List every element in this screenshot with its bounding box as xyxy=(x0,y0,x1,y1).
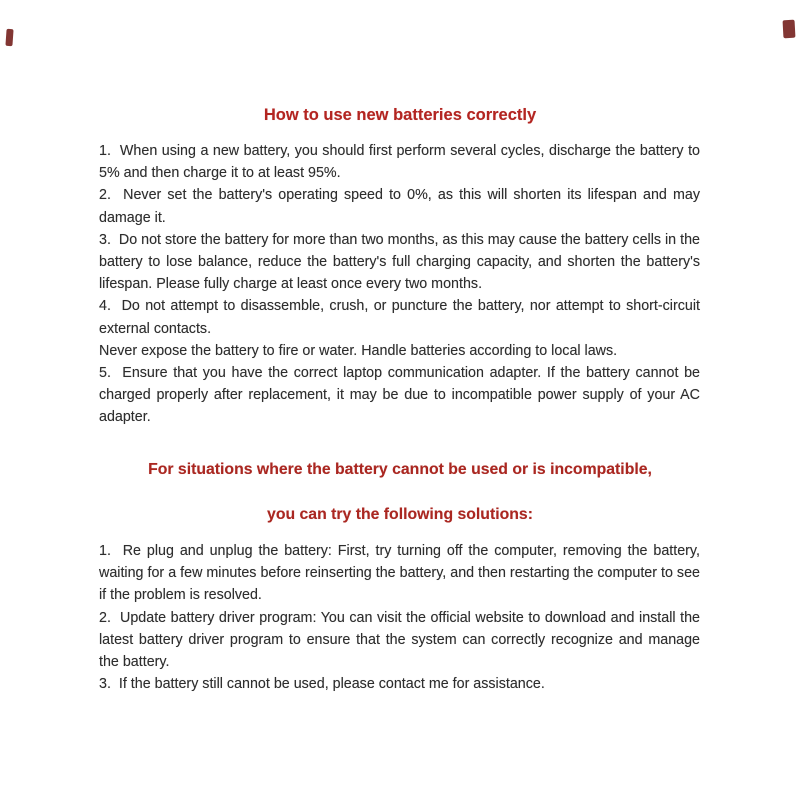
instruction-item-4-note: Never expose the battery to fire or water. Handle batteries according to local laws. xyxy=(99,342,618,359)
solution-item-3: 3. If the battery still cannot be used, please contact me for assistance. xyxy=(99,676,545,693)
instruction-item-1: 1. When using a new battery, you should first perform several cycles, discharge the battery to 5% and then charge it to at least 95%. xyxy=(99,143,700,182)
solution-item-1: 1. Re plug and unplug the battery: First, try turning off the computer, removing the battery, waiting for a few minutes before reinserting the battery, and then restarting the computer to see if the problem is resolved. xyxy=(99,543,700,604)
section2-body xyxy=(99,540,700,695)
section2-title-line1: For situations where the battery cannot be used or is incompatible, xyxy=(148,461,652,478)
section2-title-line2: you can try the following solutions: xyxy=(267,506,533,523)
instruction-item-5: 5. Ensure that you have the correct laptop communication adapter. If the battery cannot be charged properly after replacement, it may be due to incompatible power supply of your AC adapter. xyxy=(99,365,700,426)
section1-title: How to use new batteries correctly xyxy=(263,106,537,124)
instruction-item-4: 4. Do not attempt to disassemble, crush, or puncture the battery, nor attempt to short-circuit external contacts. xyxy=(99,298,700,337)
corner-artifact-left xyxy=(5,29,13,46)
corner-artifact-right xyxy=(783,20,796,39)
section1-body xyxy=(99,140,700,429)
solution-item-2: 2. Update battery driver program: You can visit the official website to download and install the latest battery driver program to ensure that the system can correctly recognize and manage the battery. xyxy=(99,609,700,671)
instruction-item-3: 3. Do not store the battery for more than two months, as this may cause the battery cells in the battery to lose balance, reduce the battery's full charging capacity, and shorten the battery's lifespan. Please fully charge at least once every two months. xyxy=(99,231,700,293)
instruction-item-2: 2. Never set the battery's operating speed to 0%, as this will shorten its lifespan and may damage it. xyxy=(99,187,700,226)
